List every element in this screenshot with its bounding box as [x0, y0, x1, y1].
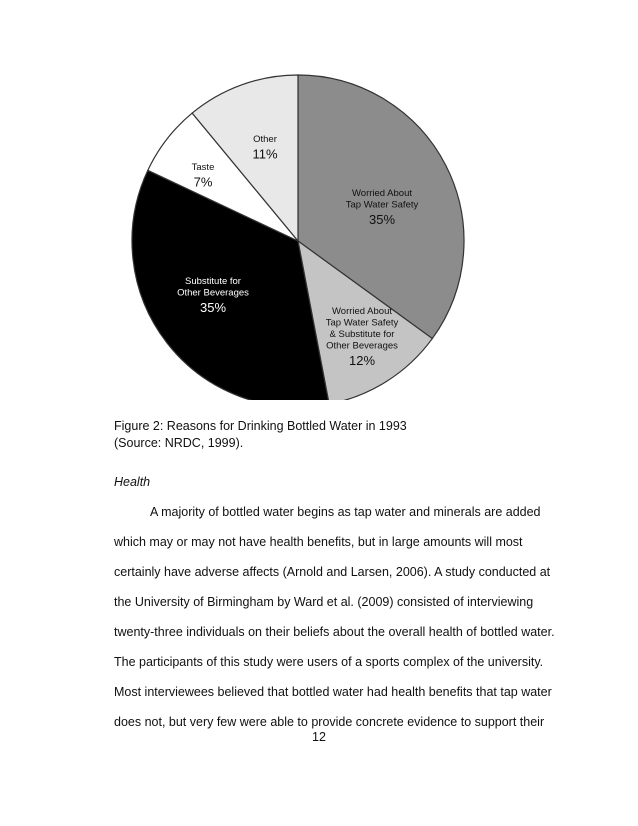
slice-percent-label: 35%: [199, 300, 227, 315]
slice-percent-label: 7%: [193, 174, 213, 190]
paragraph-line: Most interviewees believed that bottled water had health benefits that tap water: [114, 685, 552, 699]
paragraph-line: certainly have adverse affects (Arnold and Larsen, 2006). A study conducted at: [114, 565, 551, 579]
figure-caption: [114, 418, 407, 452]
slice-label: Substitute for Other Beverages: [177, 276, 249, 299]
body-paragraph: [114, 500, 555, 740]
section-heading: Health: [114, 475, 151, 489]
page-number: 12: [312, 730, 326, 744]
slice-label: Other: [253, 134, 277, 145]
slice-label: Worried About Tap Water Safety & Substitute for Other Beverages: [325, 306, 399, 352]
paragraph-line: twenty-three individuals on their beliefs about the overall health of bottled water.: [114, 625, 555, 639]
slice-label: Taste: [191, 162, 215, 173]
paragraph-line: the University of Birmingham by Ward et al. (2009) consisted of interviewing: [114, 595, 534, 609]
paragraph-line: does not, but very few were able to provide concrete evidence to support their: [114, 715, 545, 729]
figure-caption-title: Figure 2: Reasons for Drinking Bottled Water in 1993: [114, 419, 407, 433]
pie-chart: [0, 0, 638, 400]
slice-label: Worried About Tap Water Safety: [345, 188, 419, 211]
paragraph-line: The participants of this study were users of a sports complex of the university.: [114, 655, 544, 669]
paragraph-line: A majority of bottled water begins as tap water and minerals are added: [150, 505, 541, 519]
paragraph-line: which may or may not have health benefits, but in large amounts will most: [114, 535, 523, 549]
slice-percent-label: 35%: [368, 212, 396, 227]
figure-caption-source: (Source: NRDC, 1999).: [114, 436, 244, 450]
slice-percent-label: 12%: [348, 353, 376, 368]
slice-percent-label: 11%: [252, 146, 278, 162]
